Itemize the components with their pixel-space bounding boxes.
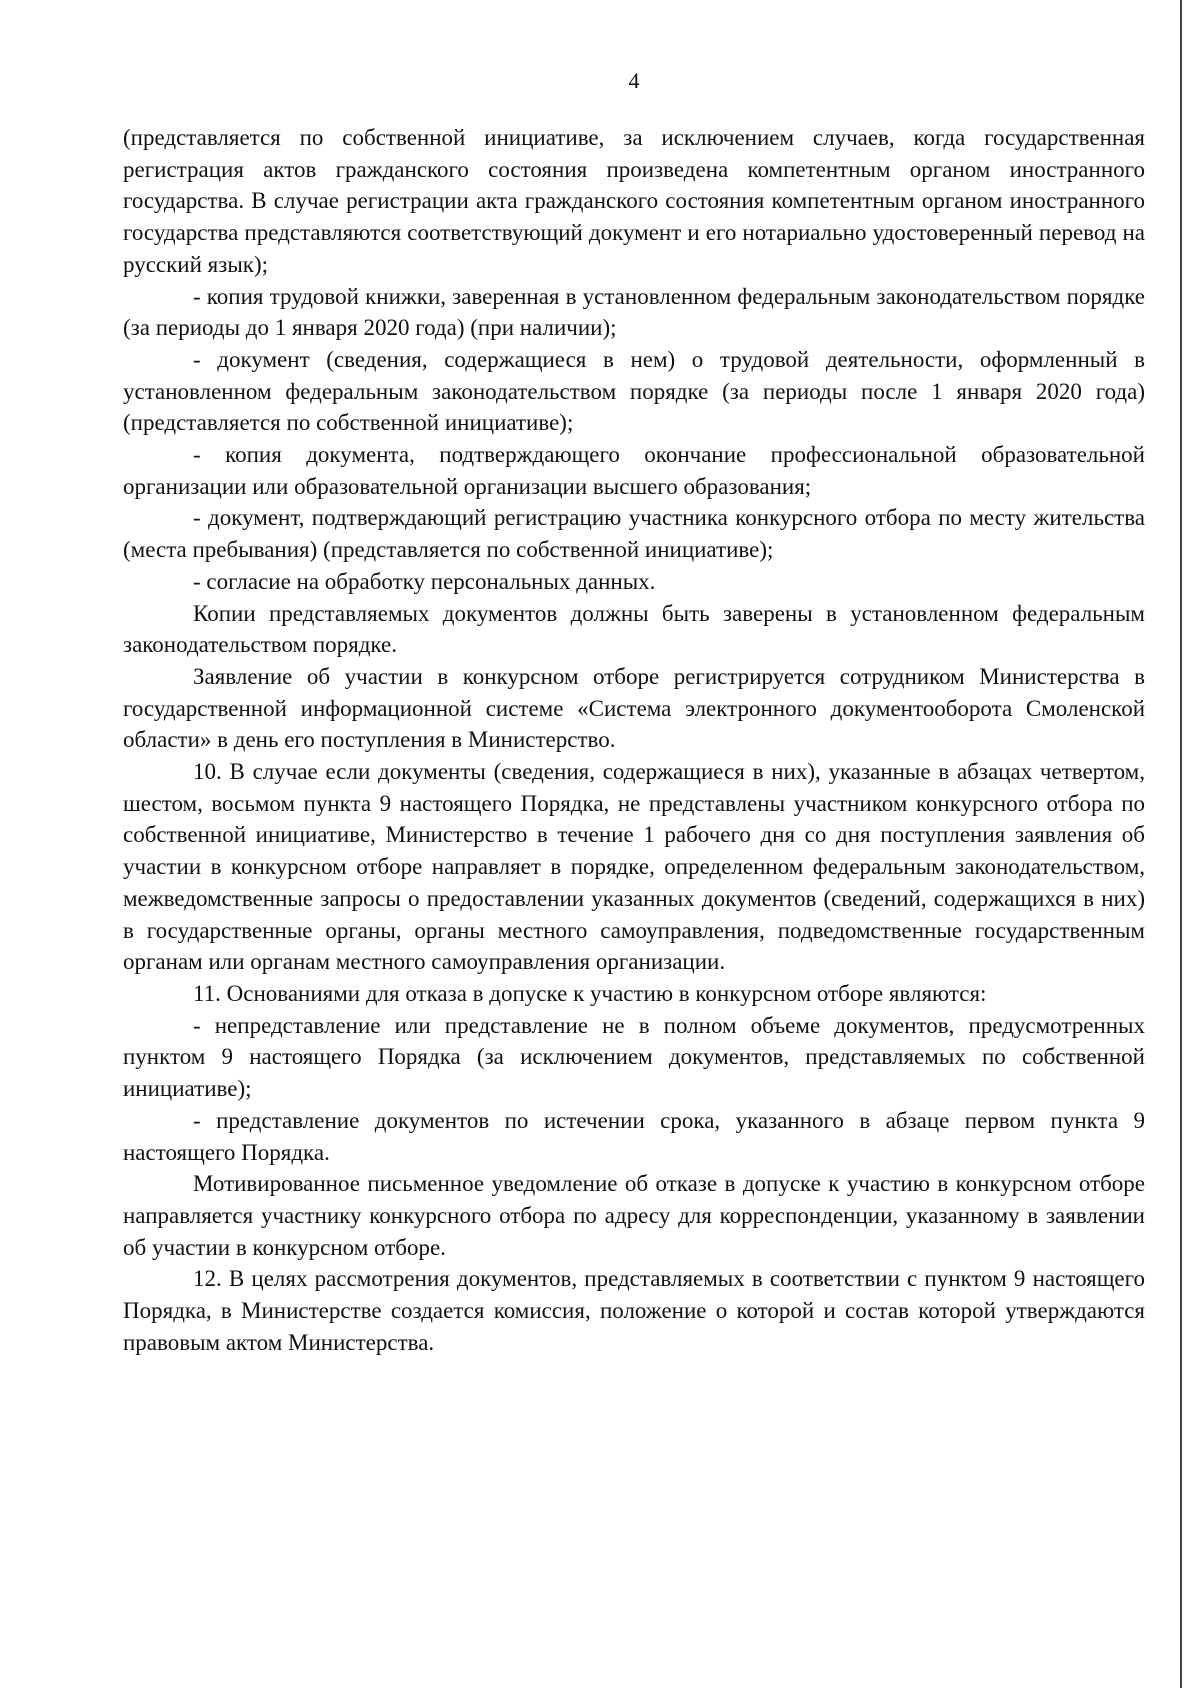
paragraph-copies: Копии представляемых документов должны быть заверены в установленном федеральным законодательством порядке. [123, 600, 1145, 658]
list-item-incomplete-documents: - непредставление или представление не в полном объеме документов, предусмотренных пунктом 9 настоящего Порядка (за исключением документов, представляемых по собственной инициативе); [123, 1012, 1145, 1102]
document-body [123, 122, 1145, 1358]
paragraph-clause-11: 11. Основаниями для отказа в допуске к участию в конкурсном отборе являются: [193, 980, 987, 1006]
page-edge-line [1180, 0, 1182, 1688]
paragraph-continuation: (представляется по собственной инициативе, за исключением случаев, когда государственная регистрация актов гражданского состояния произведена компетентным органом иностранного государства. В случае регистрации акта гражданского состояния компетентным органом иностранного государства представляются соответствующий документ и его нотариально удостоверенный перевод на русский язык); [123, 125, 1145, 277]
list-item-labor-info: - документ (сведения, содержащиеся в нем) о трудовой деятельности, оформленный в установленном федеральным законодательством порядке (за периоды после 1 января 2020 года) (представляется по собственной инициативе); [123, 346, 1145, 436]
paragraph-clause-12: 12. В целях рассмотрения документов, представляемых в соответствии с пунктом 9 настоящего Порядка, в Министерстве создается комиссия, положение о которой и состав которой утверждаются правовым актом Министерства. [123, 1266, 1145, 1355]
paragraph-refusal-notice: Мотивированное письменное уведомление об отказе в допуске к участию в конкурсном отборе направляется участнику конкурсного отбора по адресу для корреспонденции, указанному в заявлении об участии в конкурсном отборе. [123, 1171, 1145, 1260]
list-item-late-documents: - представление документов по истечении срока, указанного в абзаце первом пункта 9 настоящего Порядка. [123, 1107, 1145, 1165]
list-item-consent: - согласие на обработку персональных данных. [193, 568, 656, 594]
paragraph-clause-10: 10. В случае если документы (сведения, содержащиеся в них), указанные в абзацах четвертом, шестом, восьмом пункта 9 настоящего Порядка, не представлены участником конкурсного отбора по собственной инициативе, Министерство в течение 1 рабочего дня со дня поступления заявления об участии в конкурсном отборе направляет в порядке, определенном федеральным законодательством, межведомственные запросы о предоставлении указанных документов (сведений, содержащихся в них) в государственные органы, органы местного самоуправления, подведомственные государственным органам или органам местного самоуправления организации. [123, 759, 1145, 975]
list-item-registration-document: - документ, подтверждающий регистрацию участника конкурсного отбора по месту жительства (места пребывания) (представляется по собственной инициативе); [123, 505, 1145, 563]
list-item-education-document: - копия документа, подтверждающего окончание профессиональной образовательной организации или образовательной организации высшего образования; [123, 442, 1145, 499]
list-item-labor-book: - копия трудовой книжки, заверенная в установленном федеральным законодательством порядке (за периоды до 1 января 2020 года) (при наличии); [123, 283, 1145, 341]
page-number: 4 [628, 68, 640, 93]
paragraph-application-registration: Заявление об участии в конкурсном отборе регистрируется сотрудником Министерства в государственной информационной системе «Система электронного документооборота Смоленской области» в день его поступления в Министерство. [123, 663, 1145, 753]
